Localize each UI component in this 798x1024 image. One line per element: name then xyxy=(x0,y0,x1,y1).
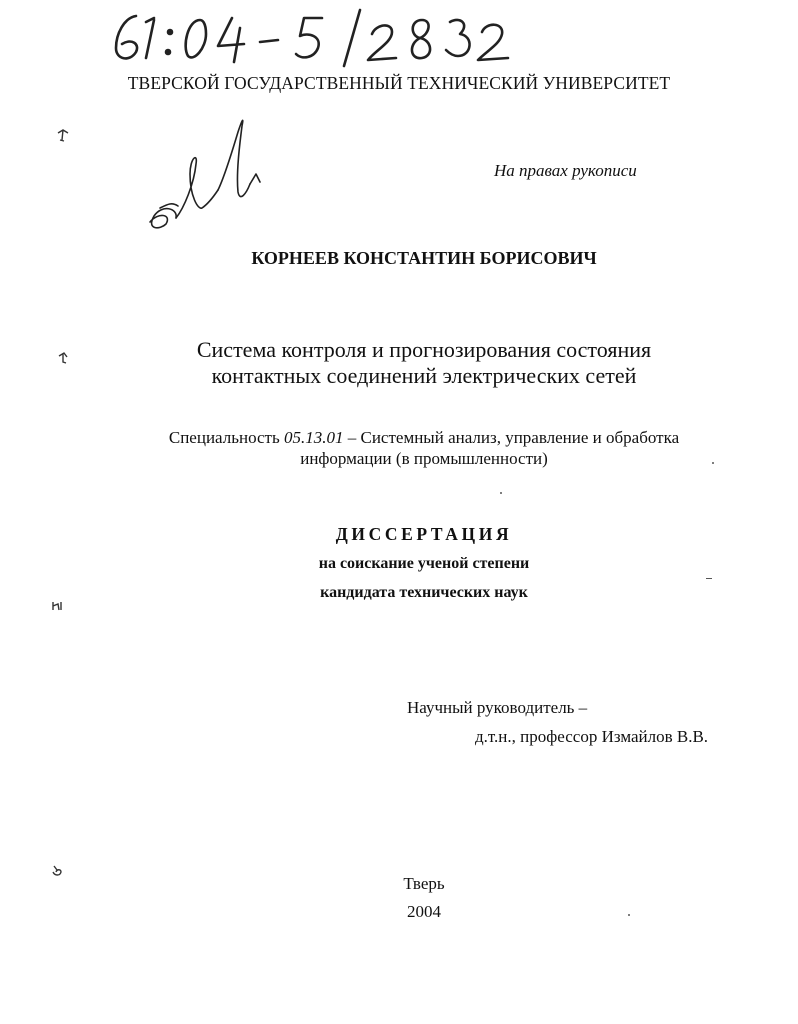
university-name: ТВЕРСКОЙ ГОСУДАРСТВЕННЫЙ ТЕХНИЧЕСКИЙ УНИВЕРСИТЕТ xyxy=(127,73,671,93)
scan-speck xyxy=(500,492,502,494)
specialty-line-2: информации (в промышленности) xyxy=(300,449,548,468)
city: Тверь xyxy=(403,874,445,893)
author-name: КОРНЕЕВ КОНСТАНТИН БОРИСОВИЧ xyxy=(251,248,597,268)
specialty-code: 05.13.01 xyxy=(283,428,344,447)
year: 2004 xyxy=(407,902,441,921)
manuscript-rights-note: На правах рукописи xyxy=(494,161,637,180)
dissertation-title xyxy=(0,337,798,389)
title-line-1: Система контроля и прогнозирования состояния xyxy=(196,337,652,362)
supervisor-role: Научный руководитель – xyxy=(407,698,588,717)
scan-speck xyxy=(712,462,714,464)
specialty-name: Системный анализ, управление и обработка xyxy=(360,428,680,447)
specialty-block xyxy=(0,427,798,469)
signature xyxy=(138,112,268,242)
specialty-dash: – xyxy=(347,428,357,447)
handwritten-archive-number xyxy=(96,6,516,68)
degree-line-2: кандидата технических наук xyxy=(320,584,528,601)
supervisor-name: д.т.н., профессор Измайлов В.В. xyxy=(475,727,709,746)
specialty-prefix: Специальность xyxy=(168,428,280,447)
title-line-2: контактных соединений электрических сетей xyxy=(211,363,637,388)
binding-hole-mark xyxy=(56,350,70,366)
binding-hole-mark xyxy=(50,598,64,614)
degree-line-1: на соискание ученой степени xyxy=(318,555,530,572)
dissertation-label: ДИССЕРТАЦИЯ xyxy=(335,524,513,544)
scan-speck xyxy=(628,914,630,916)
scan-speck xyxy=(706,578,712,579)
binding-hole-mark xyxy=(50,862,64,878)
binding-hole-mark xyxy=(56,128,70,144)
specialty-line-1 xyxy=(50,427,798,448)
